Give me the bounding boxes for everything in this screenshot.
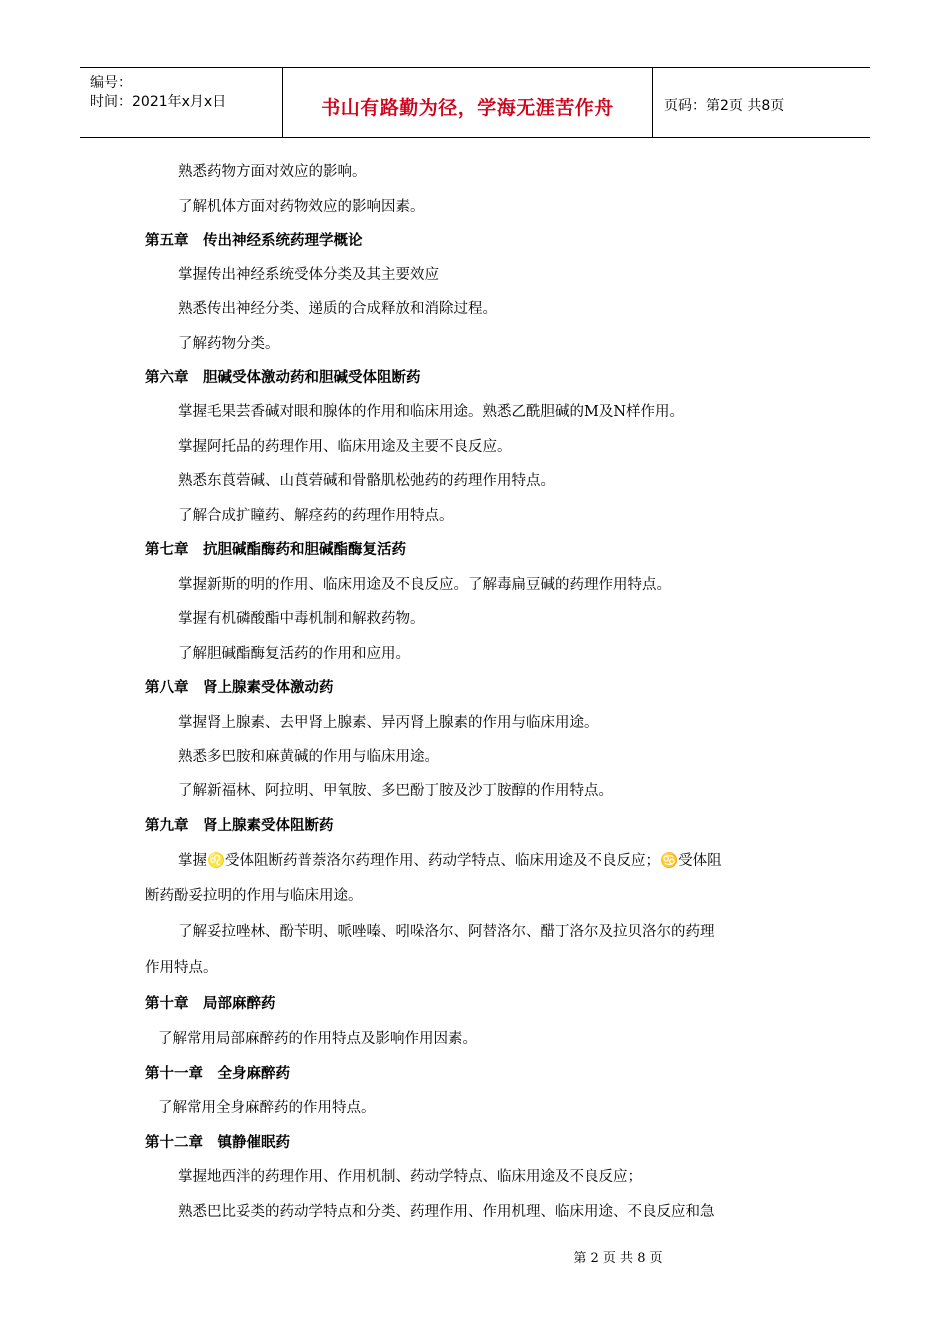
footer-page-number: 第 2 页 共 8 页 (573, 1251, 663, 1266)
page-info-text: 页码：第2页 共8页 (664, 98, 785, 114)
text-line: 掌握地西泮的药理作用、作用机制、药动学特点、临床用途及不良反应； (178, 1169, 642, 1185)
text-line: 掌握毛果芸香碱对眼和腺体的作用和临床用途。熟悉乙酰胆碱的M及N样作用。 (178, 404, 685, 420)
text-line: 了解常用全身麻醉药的作用特点。 (158, 1100, 376, 1116)
header-meta-cell (80, 68, 283, 137)
text-line: 了解药物分类。 (178, 336, 280, 352)
text-line: 熟悉药物方面对效应的影响。 (178, 164, 367, 180)
chapter-heading: 第八章 肾上腺素受体激动药 (145, 680, 334, 696)
text-line: 了解妥拉唑林、酚苄明、哌唑嗪、吲哚洛尔、阿替洛尔、醋丁洛尔及拉贝洛尔的药理 (178, 924, 715, 940)
chapter-heading: 第七章 抗胆碱酯酶药和胆碱酯酶复活药 (145, 542, 406, 558)
motto-cell (283, 68, 653, 137)
text-line: 了解合成扩瞳药、解痉药的药理作用特点。 (178, 508, 454, 524)
text-line: 了解胆碱酯酶复活药的作用和应用。 (178, 646, 410, 662)
motto-text: 书山有路勤为径，学海无涯苦作舟 (321, 97, 614, 119)
text-line: 掌握有机磷酸酯中毒机制和解救药物。 (178, 611, 425, 627)
text-line: 作用特点。 (145, 960, 218, 976)
text-line: 掌握传出神经系统受体分类及其主要效应 (178, 267, 439, 283)
number-label: 编号： (90, 75, 132, 91)
chapter-heading: 第十二章 镇静催眠药 (145, 1135, 290, 1151)
text-line: 了解新福林、阿拉明、甲氧胺、多巴酚丁胺及沙丁胺醇的作用特点。 (178, 783, 613, 799)
text-line: 掌握阿托品的药理作用、临床用途及主要不良反应。 (178, 439, 512, 455)
page-info-cell (653, 68, 870, 137)
text-line: 熟悉巴比妥类的药动学特点和分类、药理作用、作用机理、临床用途、不良反应和急 (178, 1204, 715, 1220)
date-label: 时间：2021年x月x日 (90, 94, 227, 110)
chapter-heading: 第十一章 全身麻醉药 (145, 1066, 290, 1082)
chapter-heading: 第十章 局部麻醉药 (145, 996, 276, 1012)
text-line: 了解常用局部麻醉药的作用特点及影响作用因素。 (158, 1031, 477, 1047)
header-table (80, 67, 870, 138)
chapter-heading: 第六章 胆碱受体激动药和胆碱受体阻断药 (145, 370, 421, 386)
text-line: 掌握肾上腺素、去甲肾上腺素、异丙肾上腺素的作用与临床用途。 (178, 715, 599, 731)
page-footer (0, 1247, 950, 1266)
chapter-heading: 第九章 肾上腺素受体阻断药 (145, 818, 334, 834)
text-line: 了解机体方面对药物效应的影响因素。 (178, 199, 425, 215)
text-line: 掌握新斯的明的作用、临床用途及不良反应。了解毒扁豆碱的药理作用特点。 (178, 577, 671, 593)
text-line: 熟悉传出神经分类、递质的合成释放和消除过程。 (178, 301, 497, 317)
chapter-heading: 第五章 传出神经系统药理学概论 (145, 233, 363, 249)
text-line: 掌握♌受体阻断药普萘洛尔药理作用、药动学特点、临床用途及不良反应；♋受体阻 (178, 853, 722, 869)
text-line: 熟悉多巴胺和麻黄碱的作用与临床用途。 (178, 749, 439, 765)
text-line: 熟悉东莨菪碱、山莨菪碱和骨骼肌松弛药的药理作用特点。 (178, 473, 555, 489)
text-line: 断药酚妥拉明的作用与临床用途。 (145, 888, 363, 904)
